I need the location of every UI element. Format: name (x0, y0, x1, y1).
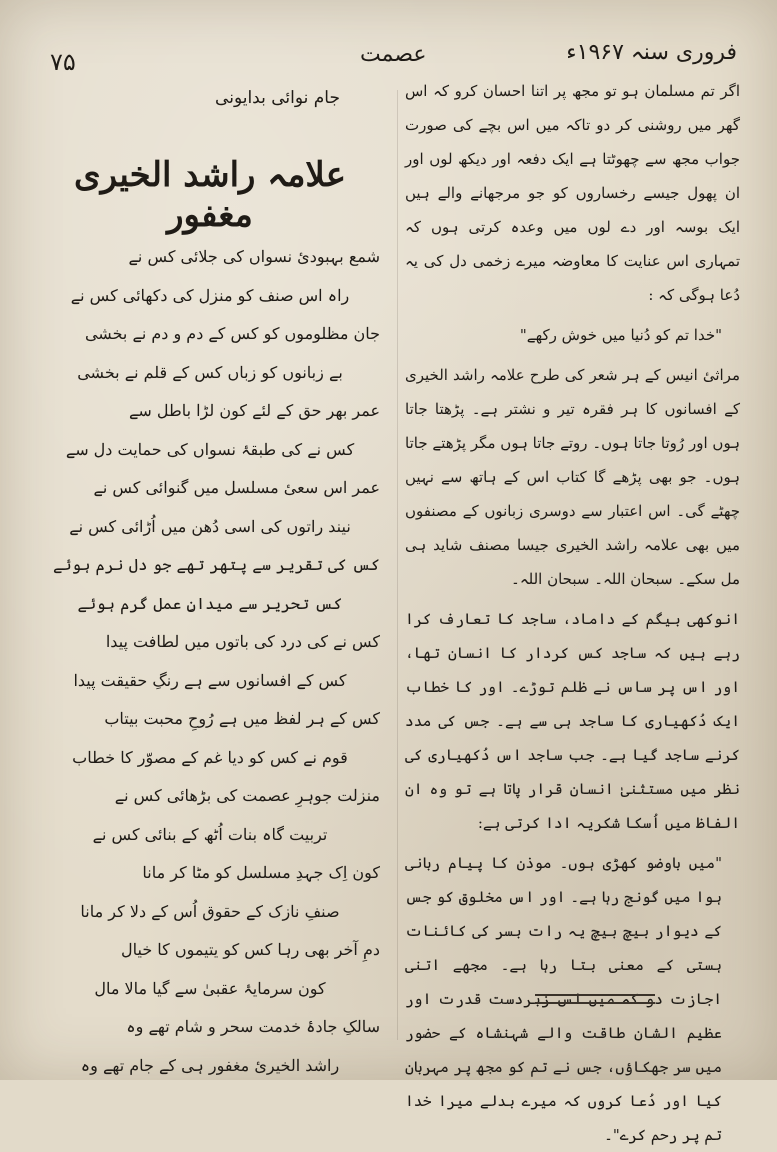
poem-line: تربیت گاہ بنات اُٹھ کے بنائی کس نے (92, 824, 328, 844)
prose-quote: "خدا تم کو دُنیا میں خوش رکھے" (519, 326, 722, 344)
prose-paragraph: مراثیٔ انیس کے ہر شعر کی طرح علامہ راشد الخیری کے افسانوں کا ہر فقرہ تیر و نشتر ہے۔ پڑھتا جاتا ہوں اور رُوتا جاتا ہوں۔ روتے جاتا ہوں مگر پڑھتے جاتا ہوں۔ جو بھی پڑھے گا کتاب اس کے ہاتھ سے نہیں چھٹے گی۔ اس اعتبار سے دوسری زبانوں کے مصنفوں میں بھی علامہ راشد الخیری جیسا مصنف شاید ہی مل سکے۔ سبحان اللہ۔ سبحان اللہ۔ (405, 366, 740, 588)
poem-line: نیند راتوں کی اسی دُھن میں اُڑائی کس نے (69, 516, 351, 536)
poem-author: جام نوائی بدایونی (215, 88, 340, 108)
poem-column (40, 88, 380, 1075)
poem-line: کس نے کی درد کی باتوں میں لطافت پیدا (105, 632, 380, 651)
poem-line: راہ اس صنف کو منزل کی دکھائی کس نے (70, 285, 350, 305)
prose-quote: "میں باوضو کھڑی ہوں۔ موذن کا پیام ربانی ہوا میں گونج رہا ہے۔ اور اس مخلوق کو جس کے دیوار بیچ بیچ یہ رات بسر کی کائنات ہستی کے معنی بتا رہا ہے۔ مجھے اتنی اجازت دو کہ میں اس زبردست قدرت اور عظیم الشان طاقت والے شہنشاہ کے حضور میں سر جھکاؤں، جس نے تم کو مجھ پر مہربان کیا اور دُعا کروں کہ میرے بدلے میرا خدا تم پر رحم کرے"۔ (405, 854, 722, 1144)
poem-line: کس کی تقریر سے پتھر تھے جو دل نرم ہوئے (52, 555, 380, 574)
poem-line: صنفِ نازک کے حقوق اُس کے دلا کر مانا (80, 901, 340, 921)
poem-line: کس نے کی طبقۂ نسواں کی حمایت دل سے (65, 439, 355, 459)
prose-column (405, 74, 740, 1144)
magazine-name: عصمت (360, 42, 427, 67)
prose-paragraph: اگر تم مسلمان ہو تو مجھ پر اتنا احسان کرو کہ اس گھر میں روشنی کر دو تاکہ میں اس بچے کی صورت جواب مجھ سے چھوٹتا ہے ایک دفعہ اور دیکھ لوں اور ان پھول جیسے رخساروں کو جو مرجھانے والے ہیں ایک بوسہ اور دے لوں میں وعدہ کرتی ہوں کہ تمہاری اس عنایت کا معاوضہ میرے زخمی دل کی یہ دُعا ہوگی کہ : (405, 82, 740, 304)
end-rule (535, 994, 655, 1004)
poem-line: بے زبانوں کو زباں کس کے قلم نے بخشی (77, 362, 343, 382)
poem-line: قوم نے کس کو دیا غم کے مصوّر کا خطاب (72, 747, 348, 767)
poem-line: شمع بہبودیٔ نسواں کی جلائی کس نے (128, 247, 380, 266)
poem-line: جان مظلوموں کو کس کے دم و دم نے بخشی (84, 324, 380, 343)
poem-line: عمر اس سعیٔ مسلسل میں گنوائی کس نے (93, 478, 380, 497)
poem-line: کس تحریر سے میدانِ عمل گرم ہوئے (77, 593, 343, 613)
column-divider (397, 90, 398, 1040)
issue-date: فروری سنہ ۱۹۶۷ء (566, 40, 737, 65)
prose-paragraph: انوکھی بیگم کے داماد، ساجد کا تعارف کرا رہے ہیں کہ ساجد کس کردار کا انسان تھا، اور اس پر ساس نے ظلم توڑے۔ اور کا خطاب ایک دُکھیاری کا ساجد ہی سے ہے۔ جس کی مدد کرنے ساجد گیا ہے۔ جب ساجد اس دُکھیاری کی نظر میں مستثنیٰ انسان قرار پاتا ہے تو وہ ان الفاظ میں اُسکا شکریہ ادا کرتی ہے: (405, 610, 740, 832)
poem-title: علامہ راشد الخیری مغفور (74, 155, 346, 235)
poem-line: کون سرمایۂ عقبیٰ سے گیا مالا مال (94, 978, 326, 998)
poem-line: منزلت جوہرِ عصمت کی بڑھائی کس نے (114, 786, 380, 805)
poem-lines (40, 238, 380, 1085)
page-number: ۷۵ (50, 48, 76, 76)
poem-line: راشد الخیریٔ مغفور ہی کے جام تھے وہ (80, 1055, 340, 1075)
poem-line: کس کے افسانوں سے ہے رنگِ حقیقت پیدا (73, 670, 347, 690)
poem-line: سالکِ جادۂ خدمت سحر و شام تھے وہ (126, 1017, 380, 1036)
poem-line: کس کے ہر لفظ میں ہے رُوحِ محبت بیتاب (104, 709, 380, 728)
poem-line: عمر بھر حق کے لئے کون لڑا باطل سے (128, 401, 380, 420)
poem-line: دمِ آخر بھی رہا کس کو یتیموں کا خیال (120, 940, 380, 959)
poem-line: کون اِک جہدِ مسلسل کو مٹا کر مانا (142, 863, 380, 882)
page-header (0, 22, 777, 76)
